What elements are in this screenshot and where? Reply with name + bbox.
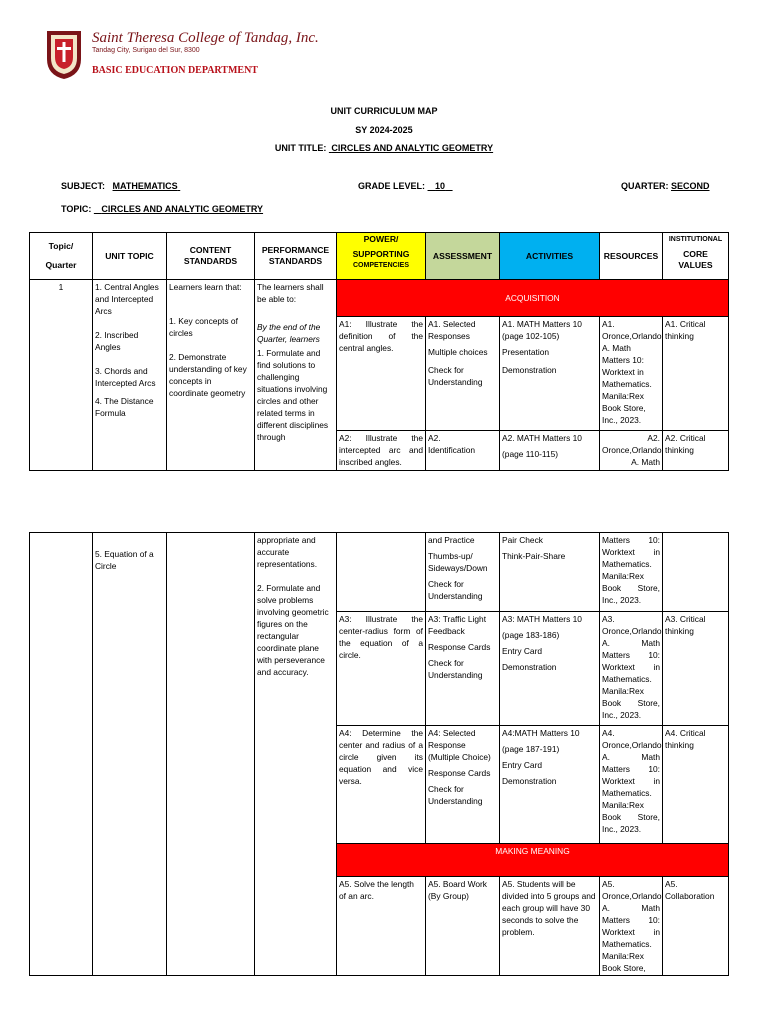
department-name: BASIC EDUCATION DEPARTMENT <box>92 65 258 76</box>
unit-title-label: UNIT TITLE: <box>274 143 327 153</box>
a3-competency: A3: Illustrate the center-radius form of the equation of a circle. <box>337 612 426 726</box>
topic-value: CIRCLES AND ANALYTIC GEOMETRY <box>101 204 264 214</box>
a5-competency: A5. Solve the length of an arc. <box>337 877 426 976</box>
header-assessment: ASSESSMENT <box>426 233 500 280</box>
header-resources: RESOURCES <box>600 233 663 280</box>
topic-line <box>61 204 263 214</box>
header-competencies: POWER/ SUPPORTING COMPETENCIES <box>337 233 426 280</box>
grade-value: 10 <box>435 181 446 191</box>
a3-core-values: A3. Critical thinking <box>663 612 729 726</box>
content-standards-cont <box>167 533 255 976</box>
grade-line <box>358 181 453 191</box>
a3-resources: A3. Oronce,Orlando A. Math Matters 10: Worktext in Mathematics. Manila:Rex Book Store, Inc., 2023. <box>600 612 663 726</box>
school-seal-icon <box>44 27 84 81</box>
unit-title-line <box>0 143 768 153</box>
a3-assessment: A3: Traffic Light Feedback Response Cards Check for Understanding <box>426 612 500 726</box>
a4-core-values: A4. Critical thinking <box>663 726 729 844</box>
a2-resources: A2. Oronce,Orlando A. Math <box>600 431 663 471</box>
a4-competency: A4: Determine the center and radius of a circle given its equation and vice versa. <box>337 726 426 844</box>
a5-activities: A5. Students will be divided into 5 groups and each group will have 30 seconds to solve the problem. <box>500 877 600 976</box>
grade-label: GRADE LEVEL: <box>358 181 426 191</box>
quarter-number: 1 <box>30 280 93 471</box>
a5-assessment: A5. Board Work (By Group) <box>426 877 500 976</box>
header-activities: ACTIVITIES <box>500 233 600 280</box>
acquisition-banner: ACQUISITION <box>337 280 729 317</box>
making-meaning-banner: MAKING MEANING <box>337 844 729 877</box>
a1-assessment: A1. Selected Responses Multiple choices Check for Understanding <box>426 317 500 431</box>
quarter-cell-empty <box>30 533 93 976</box>
content-standards-cell: Learners learn that: 1. Key concepts of circles 2. Demonstrate understanding of key concepts in coordinate geometry <box>167 280 255 471</box>
a2-core-values: A2. Critical thinking <box>663 431 729 471</box>
a4-activities: A4:MATH Matters 10 (page 187-191) Entry Card Demonstration <box>500 726 600 844</box>
unit-title-value: CIRCLES AND ANALYTIC GEOMETRY <box>331 143 494 153</box>
header-content-standards: CONTENT STANDARDS <box>167 233 255 280</box>
header-performance-standards: PERFORMANCE STANDARDS <box>255 233 337 280</box>
a2-cont-row <box>30 533 729 612</box>
a2-resources-cont: Matters 10: Worktext in Mathematics. Manila:Rex Book Store, Inc., 2023. <box>600 533 663 612</box>
a2-core-values-cont <box>663 533 729 612</box>
subject-label: SUBJECT: <box>61 181 106 191</box>
a4-resources: A4. Oronce,Orlando A. Math Matters 10: Worktext in Mathematics. Manila:Rex Book Store, Inc., 2023. <box>600 726 663 844</box>
performance-standards-cell: The learners shall be able to: By the end of the Quarter, learners 1. Formulate and find solutions to challenging situations involving circles and other related terms in different disciplines through <box>255 280 337 471</box>
a2-activities: A2. MATH Matters 10 (page 110-115) <box>500 431 600 471</box>
curriculum-table-page1 <box>29 232 729 471</box>
acquisition-row <box>30 280 729 317</box>
header-core-values: INSTITUTIONAL CORE VALUES <box>663 233 729 280</box>
header-row <box>30 233 729 280</box>
unit-topics-cell: 1. Central Angles and Intercepted Arcs 2. Inscribed Angles 3. Chords and Intercepted Arcs 4. The Distance Formula <box>93 280 167 471</box>
school-address: Tandag City, Surigao del Sur, 8300 <box>92 47 200 54</box>
a3-activities: A3: MATH Matters 10 (page 183-186) Entry Card Demonstration <box>500 612 600 726</box>
quarter-label: QUARTER: <box>621 181 669 191</box>
a2-assessment-cont: and Practice Thumbs-up/ Sideways/Down Check for Understanding <box>426 533 500 612</box>
school-name: Saint Theresa College of Tandag, Inc. <box>92 30 319 46</box>
a2-competency-cont <box>337 533 426 612</box>
topic-label: TOPIC: <box>61 204 92 214</box>
a2-competency: A2: Illustrate the intercepted arc and inscribed angles. <box>337 431 426 471</box>
a1-activities: A1. MATH Matters 10 (page 102-105) Presentation Demonstration <box>500 317 600 431</box>
quarter-value: SECOND <box>671 181 710 191</box>
a1-competency: A1: Illustrate the definition of the central angles. <box>337 317 426 431</box>
curriculum-table-page2 <box>29 532 729 976</box>
subject-value: MATHEMATICS <box>112 181 178 191</box>
quarter-line <box>621 181 710 191</box>
a5-core-values: A5. Collaboration <box>663 877 729 976</box>
header-unit-topic: UNIT TOPIC <box>93 233 167 280</box>
unit-topic-5-cell: 5. Equation of a Circle <box>93 533 167 976</box>
a5-resources: A5. Oronce,Orlando A. Math Matters 10: Worktext in Mathematics. Manila:Rex Book Store, <box>600 877 663 976</box>
a1-resources: A1. Oronce,Orlando A. Math Matters 10: Worktext in Mathematics. Manila:Rex Book Store, Inc., 2023. <box>600 317 663 431</box>
a4-assessment: A4: Selected Response (Multiple Choice) Response Cards Check for Understanding <box>426 726 500 844</box>
a1-core-values: A1. Critical thinking <box>663 317 729 431</box>
header-topic-quarter: Topic/ Quarter <box>30 233 93 280</box>
performance-standards-cont: appropriate and accurate representations. 2. Formulate and solve problems involving geometric figures on the rectangular coordinate plane with perseverance and accuracy. <box>255 533 337 976</box>
school-year: SY 2024-2025 <box>355 125 413 135</box>
a2-assessment: A2. Identification <box>426 431 500 471</box>
doc-title: UNIT CURRICULUM MAP <box>330 106 438 116</box>
a2-activities-cont: Pair Check Think-Pair-Share <box>500 533 600 612</box>
subject-line <box>61 181 180 191</box>
